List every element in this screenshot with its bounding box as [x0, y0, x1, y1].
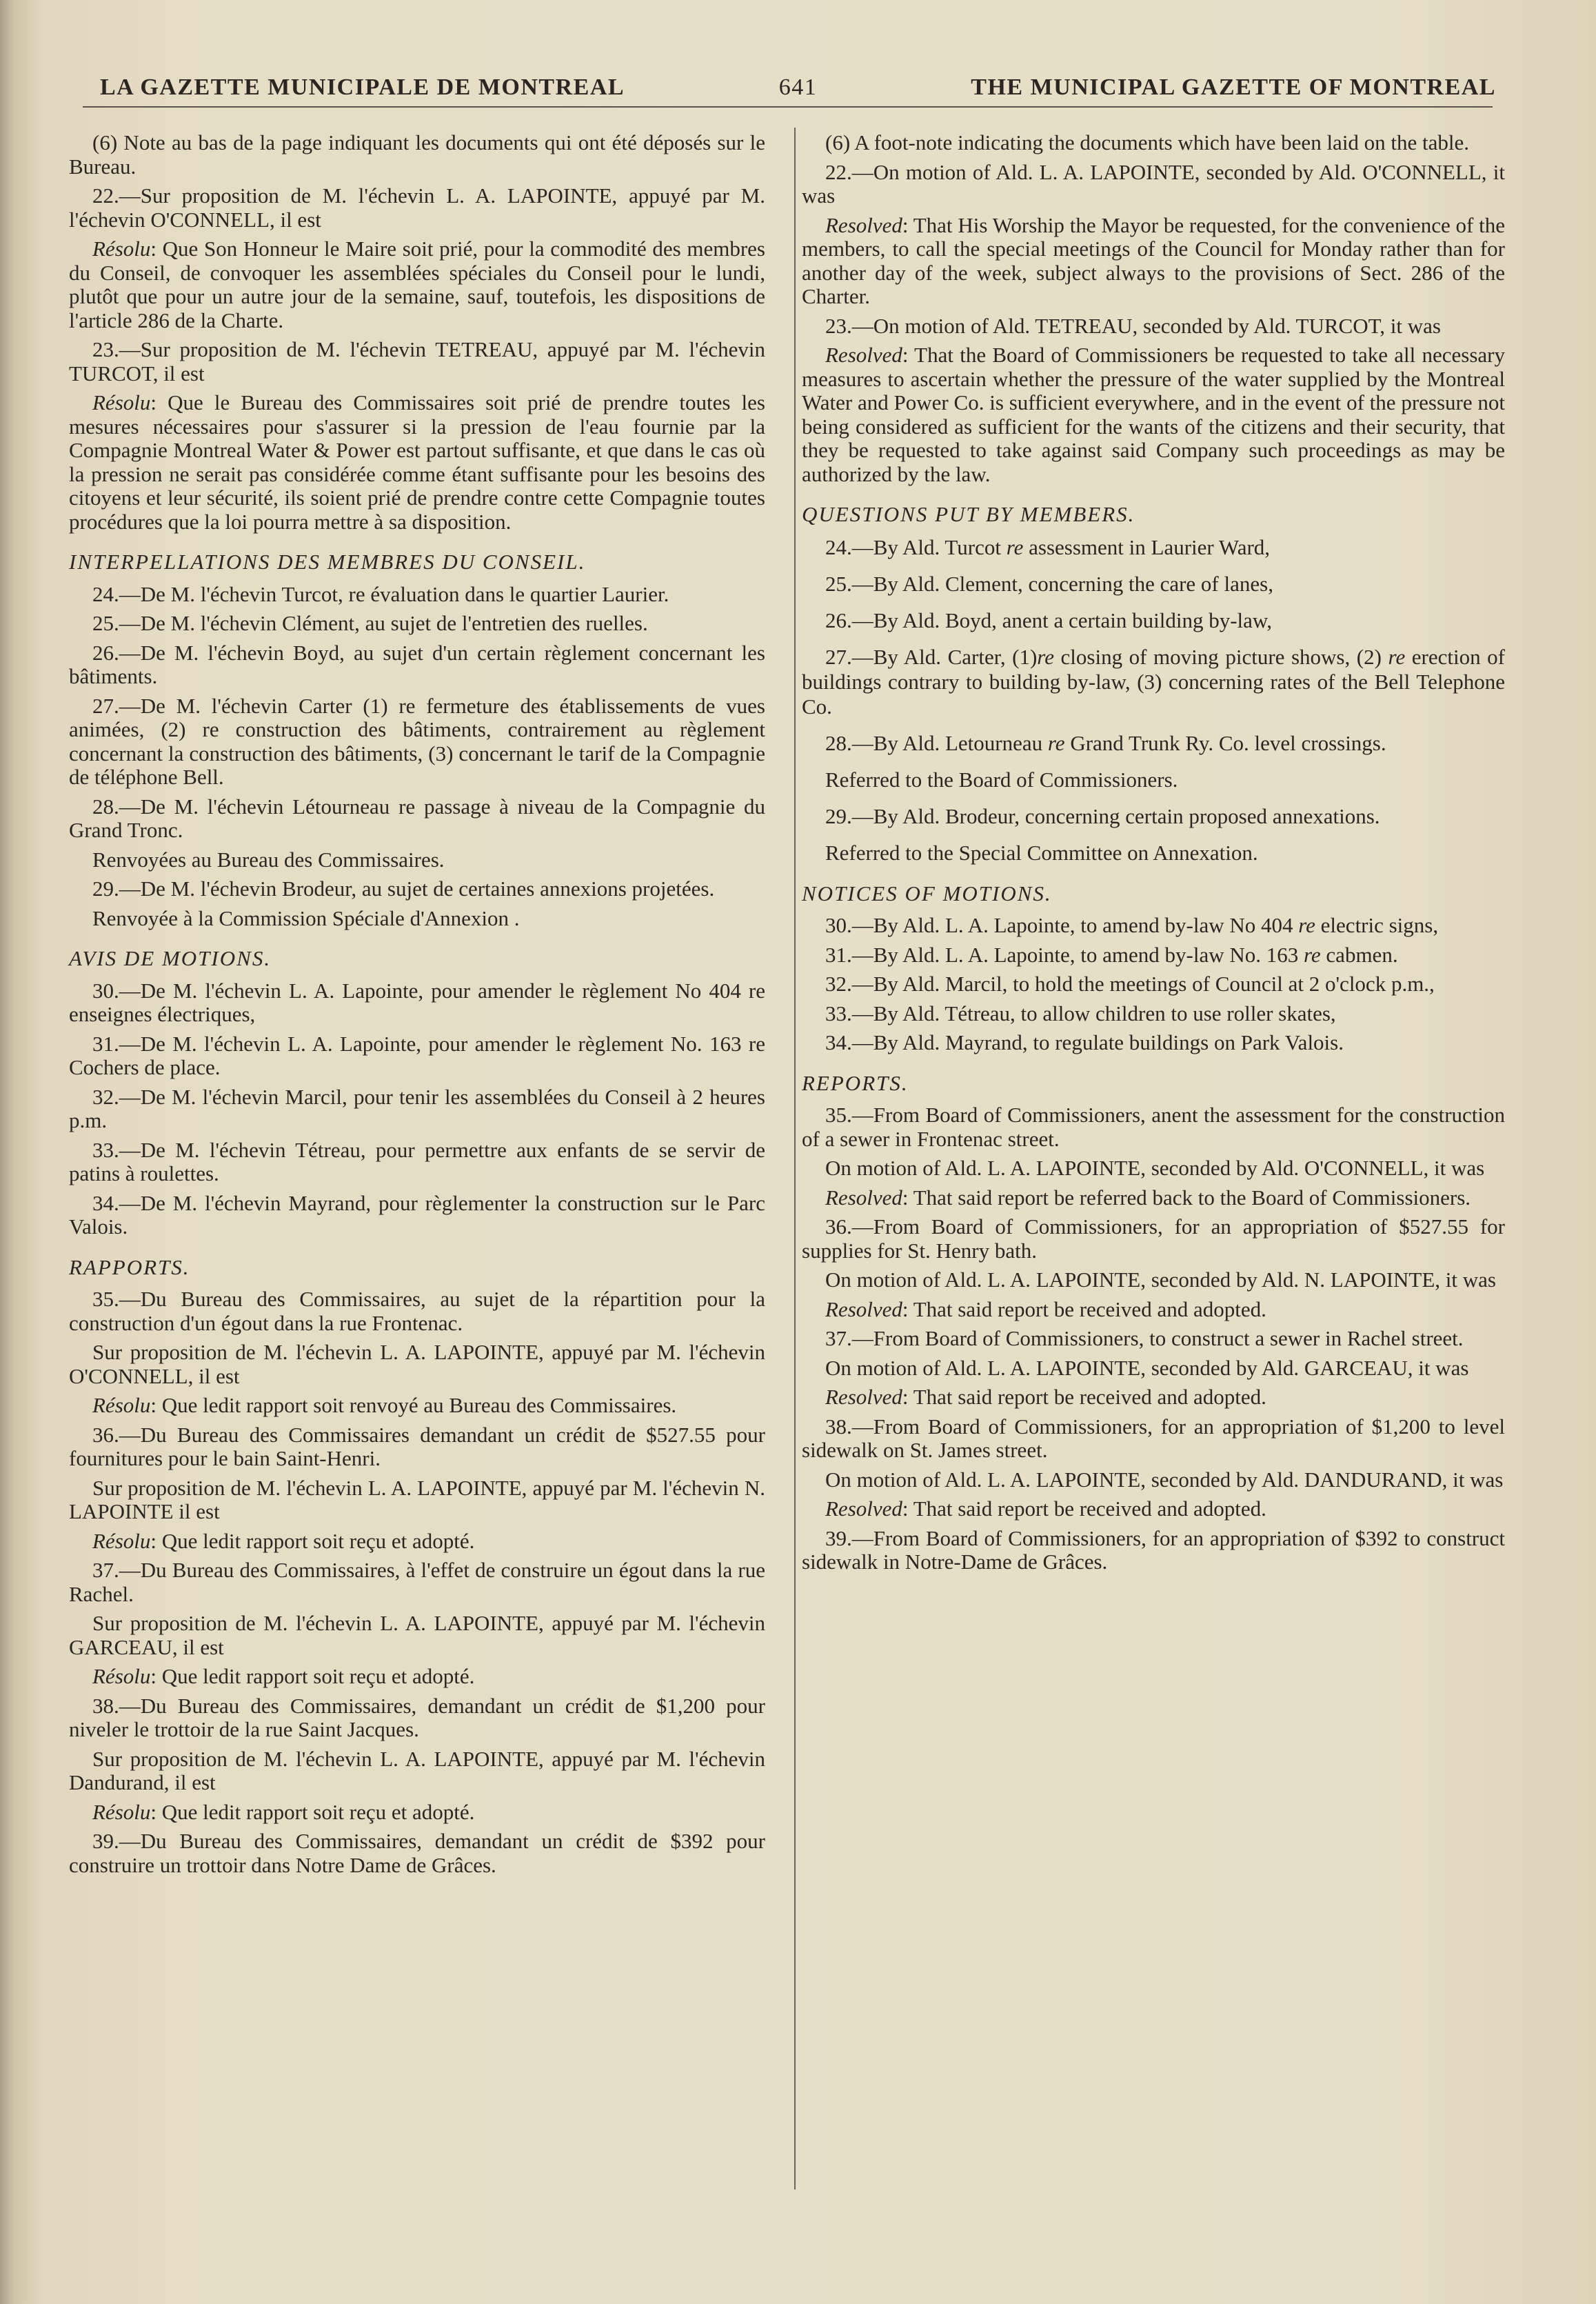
french-column: [69, 131, 765, 1883]
fr-paragraph: (6) Note au bas de la page indiquant les documents qui ont été déposés sur le Bureau.: [69, 130, 765, 179]
fr-section-heading: AVIS DE MOTIONS.: [69, 946, 272, 970]
header-title-english: THE MUNICIPAL GAZETTE OF MONTREAL: [971, 74, 1496, 100]
fr-motion: 34.—De M. l'échevin Mayrand, pour règlementer la construction sur le Parc Valois.: [69, 1190, 765, 1239]
fr-report: 35.—Du Bureau des Commissaires, au sujet de la répartition pour la construction d'un égout dans la rue Frontenac.: [69, 1287, 765, 1335]
resolution-text: : That said report be referred back to the Board of Commissioners.: [902, 1185, 1471, 1210]
header-rule: [83, 106, 1493, 108]
fr-paragraph: 23.—Sur proposition de M. l'échevin TETREAU, appuyé par M. l'échevin TURCOT, il est: [69, 337, 765, 385]
fr-motion: 31.—De M. l'échevin L. A. Lapointe, pour amender le règlement No. 163 re Cochers de place.: [69, 1031, 765, 1079]
en-referral: Referred to the Special Committee on Annexation.: [825, 840, 1258, 865]
motion-text: 31.—By Ald. L. A. Lapointe, to amend by-law No. 163: [825, 942, 1304, 967]
en-paragraph: (6) A foot-note indicating the documents which have been laid on the table.: [825, 130, 1470, 154]
resolution-text: : That said report be received and adopted.: [902, 1385, 1266, 1409]
en-report: 36.—From Board of Commissioners, for an appropriation of $527.55 for supplies for St. Henry bath.: [802, 1214, 1505, 1263]
fr-referral: Renvoyées au Bureau des Commissaires.: [92, 847, 445, 872]
en-resolution: [802, 1385, 1505, 1410]
motion-text: electric signs,: [1315, 913, 1439, 937]
fr-motion-text: Sur proposition de M. l'échevin L. A. LAPOINTE, appuyé par M. l'échevin N. LAPOINTE il est: [69, 1475, 765, 1523]
question-text: 24.—By Ald. Turcot: [825, 534, 1007, 559]
fr-resolution: [69, 1665, 765, 1689]
en-question: 25.—By Ald. Clement, concerning the care of lanes,: [825, 571, 1273, 596]
fr-report: 38.—Du Bureau des Commissaires, demandant un crédit de $1,200 pour niveler le trottoir de la rue Saint Jacques.: [69, 1693, 765, 1741]
en-resolution: [802, 343, 1505, 486]
resolved-label: Resolved: [825, 1296, 902, 1321]
en-motion: 33.—By Ald. Tétreau, to allow children to use roller skates,: [825, 1001, 1336, 1025]
fr-section-heading: INTERPELLATIONS DES MEMBRES DU CONSEIL.: [69, 550, 586, 574]
english-column: [802, 131, 1505, 1580]
en-report: 37.—From Board of Commissioners, to construct a sewer in Rachel street.: [825, 1326, 1464, 1350]
en-section-heading: REPORTS.: [802, 1070, 909, 1095]
fr-motion: 32.—De M. l'échevin Marcil, pour tenir les assemblées du Conseil à 2 heures p.m.: [69, 1084, 765, 1132]
fr-question: 25.—De M. l'échevin Clément, au sujet de l'entretien des ruelles.: [92, 611, 648, 635]
fr-report: 37.—Du Bureau des Commissaires, à l'effet de construire un égout dans la rue Rachel.: [69, 1558, 765, 1606]
fr-question: 27.—De M. l'échevin Carter (1) re fermeture des établissements de vues animées, (2) re construction des bâtiments, contrairement au règlement concernant la construction des bâtiments, (3) concernant le tarif de la Compagnie de téléphone Bell.: [69, 693, 765, 789]
resolved-label: Resolved: [825, 1385, 902, 1409]
re-word: re: [1006, 534, 1024, 559]
en-resolution: [802, 1298, 1505, 1322]
re-word: re: [1047, 730, 1065, 755]
re-word: re: [1388, 644, 1406, 669]
resolved-label: Resolved: [825, 212, 902, 237]
fr-resolution: [69, 237, 765, 332]
resolved-label: Résolu: [92, 237, 151, 261]
en-report: 35.—From Board of Commissioners, anent the assessment for the construction of a sewer in Frontenac street.: [802, 1103, 1505, 1151]
en-motion-text: On motion of Ald. L. A. LAPOINTE, seconded by Ald. N. LAPOINTE, it was: [825, 1268, 1496, 1292]
question-text: 28.—By Ald. Letourneau: [825, 730, 1048, 755]
en-motion: 32.—By Ald. Marcil, to hold the meetings of Council at 2 o'clock p.m.,: [825, 972, 1435, 996]
fr-question: 29.—De M. l'échevin Brodeur, au sujet de certaines annexions projetées.: [92, 876, 715, 901]
re-word: re: [1303, 942, 1321, 967]
en-motion-text: On motion of Ald. L. A. LAPOINTE, seconded by Ald. GARCEAU, it was: [825, 1355, 1469, 1380]
fr-question: 26.—De M. l'échevin Boyd, au sujet d'un certain règlement concernant les bâtiments.: [69, 640, 765, 688]
resolved-label: Résolu: [92, 1393, 151, 1417]
resolution-text: : That said report be received and adopted.: [902, 1496, 1266, 1521]
resolution-text: : Que Son Honneur le Maire soit prié, pour la commodité des membres du Conseil, de convoquer les assemblées spéciales du Conseil pour le lundi, plutôt que pour un autre jour de la semaine, sauf, toutefois, les dispositions de l'article 286 de la Charte.: [69, 237, 765, 332]
fr-section-heading: RAPPORTS.: [69, 1254, 190, 1279]
en-motion-text: On motion of Ald. L. A. LAPOINTE, seconded by Ald. DANDURAND, it was: [825, 1467, 1504, 1492]
en-resolution: [802, 214, 1505, 309]
resolution-text: : Que ledit rapport soit reçu et adopté.: [150, 1664, 475, 1688]
resolved-label: Resolved: [825, 1496, 902, 1521]
question-text: assessment in Laurier Ward,: [1023, 534, 1271, 559]
en-question: [802, 731, 1505, 756]
header-title-french: LA GAZETTE MUNICIPALE DE MONTREAL: [100, 74, 625, 100]
resolution-text: : That said report be received and adopted.: [902, 1296, 1266, 1321]
en-question: [802, 535, 1505, 560]
re-word: re: [1037, 644, 1054, 669]
fr-report: 36.—Du Bureau des Commissaires demandant un crédit de $527.55 pour fournitures pour le bain Saint-Henri.: [69, 1422, 765, 1470]
fr-referral: Renvoyée à la Commission Spéciale d'Annexion .: [92, 905, 520, 930]
fr-paragraph: 22.—Sur proposition de M. l'échevin L. A. LAPOINTE, appuyé par M. l'échevin O'CONNELL, il est: [69, 183, 765, 232]
fr-motion-text: Sur proposition de M. l'échevin L. A. LAPOINTE, appuyé par M. l'échevin Dandurand, il est: [69, 1746, 765, 1794]
en-question: 26.—By Ald. Boyd, anent a certain building by-law,: [825, 608, 1273, 632]
fr-motion: 30.—De M. l'échevin L. A. Lapointe, pour amender le règlement No 404 re enseignes électriques,: [69, 978, 765, 1026]
en-paragraph: 22.—On motion of Ald. L. A. LAPOINTE, seconded by Ald. O'CONNELL, it was: [802, 159, 1505, 208]
resolved-label: Resolved: [825, 343, 902, 367]
question-text: erection of buildings contrary to building by-law, (3) concerning rates of the Bell Telephone Co.: [802, 644, 1506, 719]
resolved-label: Résolu: [92, 390, 151, 414]
resolved-label: Résolu: [92, 1799, 151, 1824]
resolution-text: : Que le Bureau des Commissaires soit prié de prendre toutes les mesures nécessaires pour s'assurer si la pression de l'eau fournie par la Compagnie Montreal Water & Power est partout suffisante, et que dans le cas où la pression ne serait pas considérée comme étant suffisante pour les besoins des citoyens et leur sécurité, ils soient prié de prendre contre cette Compagnie toutes procédures que la loi pourra mettre à sa disposition.: [69, 390, 765, 534]
resolution-text: : That the Board of Commissioners be requested to take all necessary measures to ascertain whether the pressure of the water supplied by the Montreal Water and Power Co. is sufficient everywhere, and in the event of the pressure not being considered as sufficient for the wants of the citizens and their security, that they be requested to take against said Company such proceedings as may be authorized by the law.: [802, 343, 1505, 486]
resolution-text: : Que ledit rapport soit renvoyé au Bureau des Commissaires.: [150, 1393, 677, 1417]
question-text: 27.—By Ald. Carter, (1): [825, 644, 1038, 669]
en-section-heading: QUESTIONS PUT BY MEMBERS.: [802, 502, 1135, 526]
motion-text: 30.—By Ald. L. A. Lapointe, to amend by-law No 404: [825, 913, 1299, 937]
motion-text: cabmen.: [1320, 942, 1398, 967]
en-motion: 34.—By Ald. Mayrand, to regulate buildings on Park Valois.: [825, 1030, 1344, 1054]
en-paragraph: 23.—On motion of Ald. TETREAU, seconded by Ald. TURCOT, it was: [825, 313, 1441, 338]
en-motion-text: On motion of Ald. L. A. LAPOINTE, seconded by Ald. O'CONNELL, it was: [825, 1156, 1485, 1180]
en-resolution: [802, 1497, 1505, 1521]
fr-resolution: [69, 391, 765, 534]
column-divider: [794, 128, 796, 2190]
question-text: closing of moving picture shows, (2): [1053, 644, 1388, 669]
resolved-label: Résolu: [92, 1528, 151, 1553]
en-question: [802, 645, 1505, 719]
fr-motion-text: Sur proposition de M. l'échevin L. A. LAPOINTE, appuyé par M. l'échevin GARCEAU, il est: [69, 1611, 765, 1659]
resolution-text: : That His Worship the Mayor be requested, for the convenience of the members, to call the special meetings of the Council for Monday rather than for another day of the week, subject always to the provisions of Sect. 286 of the Charter.: [802, 212, 1505, 308]
fr-motion: 33.—De M. l'échevin Tétreau, pour permettre aux enfants de se servir de patins à roulettes.: [69, 1137, 765, 1185]
page-header: [100, 74, 1496, 109]
en-referral: Referred to the Board of Commissioners.: [825, 767, 1178, 792]
fr-resolution: [69, 1530, 765, 1554]
en-motion: [802, 914, 1505, 938]
en-motion: [802, 943, 1505, 968]
en-report: 39.—From Board of Commissioners, for an appropriation of $392 to construct sidewalk in Notre-Dame de Grâces.: [802, 1525, 1505, 1574]
en-question: 29.—By Ald. Brodeur, concerning certain proposed annexations.: [825, 803, 1380, 828]
fr-report: 39.—Du Bureau des Commissaires, demandant un crédit de $392 pour construire un trottoir dans Notre Dame de Grâces.: [69, 1829, 765, 1877]
fr-resolution: [69, 1801, 765, 1825]
question-text: Grand Trunk Ry. Co. level crossings.: [1064, 730, 1386, 755]
resolved-label: Résolu: [92, 1664, 151, 1688]
resolution-text: : Que ledit rapport soit reçu et adopté.: [150, 1799, 475, 1824]
en-section-heading: NOTICES OF MOTIONS.: [802, 881, 1052, 905]
fr-question: 28.—De M. l'échevin Létourneau re passage à niveau de la Compagnie du Grand Tronc.: [69, 794, 765, 842]
re-word: re: [1298, 913, 1315, 937]
en-report: 38.—From Board of Commissioners, for an appropriation of $1,200 to level sidewalk on St. James street.: [802, 1414, 1505, 1462]
en-resolution: [802, 1186, 1505, 1210]
resolution-text: : Que ledit rapport soit reçu et adopté.: [150, 1528, 475, 1553]
fr-question: 24.—De M. l'échevin Turcot, re évaluation dans le quartier Laurier.: [92, 581, 669, 606]
fr-resolution: [69, 1394, 765, 1418]
resolved-label: Resolved: [825, 1185, 902, 1210]
fr-motion-text: Sur proposition de M. l'échevin L. A. LAPOINTE, appuyé par M. l'échevin O'CONNELL, il est: [69, 1340, 765, 1388]
page-number: 641: [778, 74, 818, 100]
